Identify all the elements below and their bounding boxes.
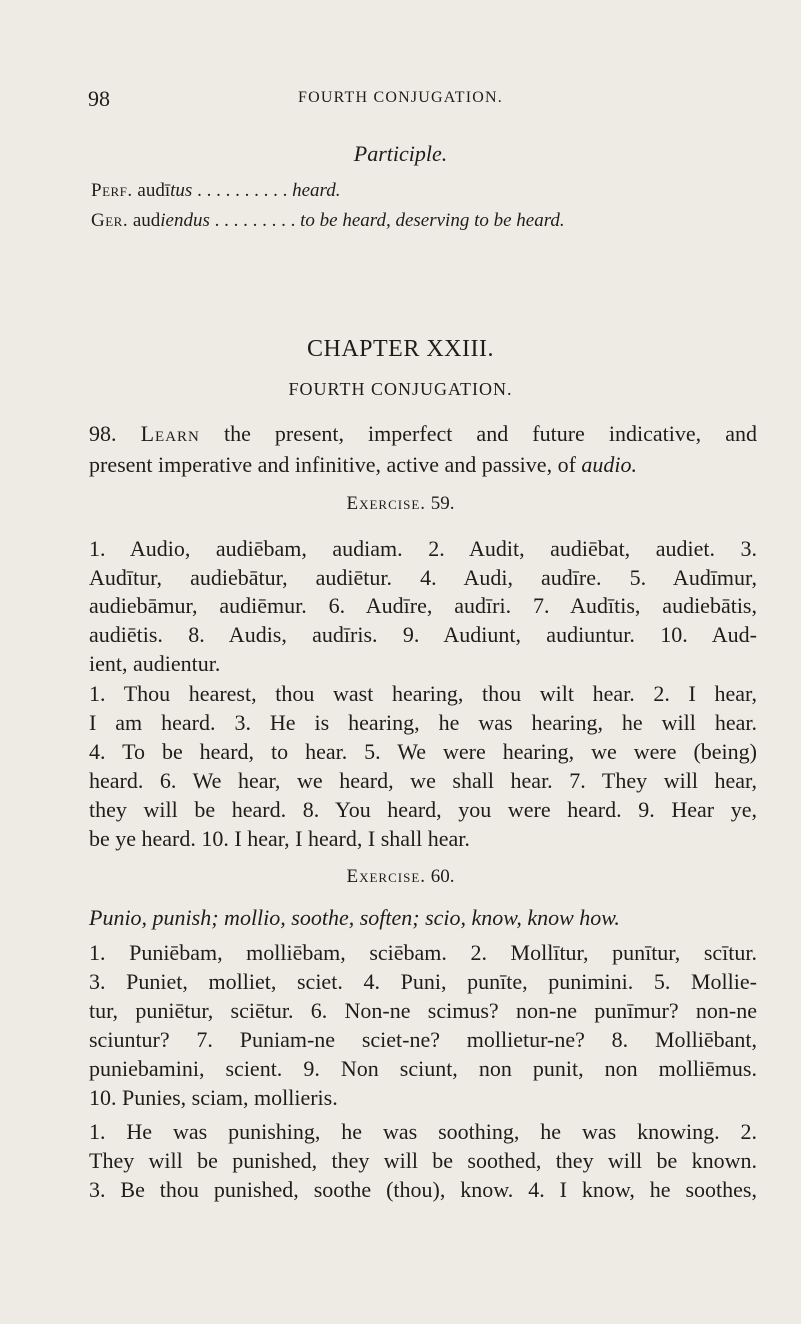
exercise-60-heading <box>0 866 801 888</box>
perf-word-stem: audī <box>137 180 171 201</box>
ger-meaning: to be heard, deserving to be heard. <box>300 210 565 231</box>
exercise-60-label: Exercise. <box>346 866 427 887</box>
section-98-text-1: the present, imperfect and future indicative, and <box>199 421 757 446</box>
ex59-latin-line: Audītur, audiebātur, audiētur. 4. Audi, audīre. 5. Audīmur, <box>89 565 757 590</box>
learn-word: Learn <box>140 421 200 446</box>
ex59-latin-line: ient, audientur. <box>89 651 221 676</box>
ex60-english-line: 3. Be thou punished, soothe (thou), know. 4. I know, he soothes, <box>89 1177 757 1202</box>
exercise-59-label: Exercise. <box>346 493 427 514</box>
ex60-latin-line: 10. Punies, sciam, mollieris. <box>89 1085 338 1110</box>
exercise-59-heading <box>0 493 801 515</box>
ger-label: Ger. <box>91 210 129 231</box>
chapter-subtitle: FOURTH CONJUGATION. <box>288 379 513 399</box>
ex59-english-line: 4. To be heard, to hear. 5. We were hearing, we were (being) <box>89 739 757 764</box>
section-98-number: 98. <box>89 421 141 446</box>
ex60-latin-line: puniebamini, scient. 9. Non sciunt, non punit, non molliēmus. <box>89 1056 757 1081</box>
ex59-english-line: 1. Thou hearest, thou wast hearing, thou wilt hear. 2. I hear, <box>89 681 757 706</box>
ex60-latin-line: 1. Puniēbam, molliēbam, sciēbam. 2. Mollītur, punītur, scītur. <box>89 940 757 965</box>
perf-meaning: heard. <box>292 180 341 201</box>
section-98-line-1 <box>89 420 757 448</box>
ex59-english-line: heard. 6. We hear, we heard, we shall hear. 7. They will hear, <box>89 768 757 793</box>
chapter-title: CHAPTER XXIII. <box>307 336 494 362</box>
ex59-english-line: they will be heard. 8. You heard, you were heard. 9. Hear ye, <box>89 797 757 822</box>
perf-label: Perf. <box>91 180 133 201</box>
participle-heading: Participle. <box>353 141 448 166</box>
ger-leader-dots: . . . . . . . . . <box>209 210 301 231</box>
ger-word-ending: iendus <box>160 210 210 231</box>
page-number: 98 <box>88 86 110 111</box>
ex60-latin-line: tur, puniētur, sciētur. 6. Non-ne scimus? non-ne punīmur? non-ne <box>89 998 757 1023</box>
participle-perf-row <box>91 180 340 202</box>
ex59-latin-line: 1. Audio, audiēbam, audiam. 2. Audit, audiēbat, audiet. 3. <box>89 536 757 561</box>
perf-leader-dots: . . . . . . . . . . <box>192 180 293 201</box>
audio-word: audio. <box>581 452 638 477</box>
exercise-59-number: 59. <box>430 493 455 514</box>
ger-word-stem: aud <box>132 210 161 231</box>
running-head: FOURTH CONJUGATION. <box>298 89 503 106</box>
ex60-english-line: They will be punished, they will be soothed, they will be known. <box>89 1148 757 1173</box>
ex59-english-line: I am heard. 3. He is hearing, he was hearing, he will hear. <box>89 710 757 735</box>
ex59-english-line: be ye heard. 10. I hear, I heard, I shall hear. <box>89 826 470 851</box>
ex60-latin-line: sciuntur? 7. Puniam-ne sciet-ne? mollietur-ne? 8. Molliēbant, <box>89 1027 757 1052</box>
section-98-line-2 <box>89 451 757 479</box>
ex60-vocabulary: Punio, punish; mollio, soothe, soften; scio, know, know how. <box>89 905 620 930</box>
section-98-text-2: present imperative and infinitive, active and passive, of <box>89 452 582 477</box>
perf-word-ending: tus <box>170 180 193 201</box>
exercise-60-number: 60. <box>430 866 455 887</box>
ex60-english-line: 1. He was punishing, he was soothing, he was knowing. 2. <box>89 1119 757 1144</box>
ex60-latin-line: 3. Puniet, molliet, sciet. 4. Puni, punīte, punimini. 5. Mollie- <box>89 969 757 994</box>
ex59-latin-line: audiebāmur, audiēmur. 6. Audīre, audīri. 7. Audītis, audiebātis, <box>89 593 757 618</box>
participle-ger-row <box>91 210 565 232</box>
ex59-latin-line: audiētis. 8. Audis, audīris. 9. Audiunt, audiuntur. 10. Aud- <box>89 622 757 647</box>
